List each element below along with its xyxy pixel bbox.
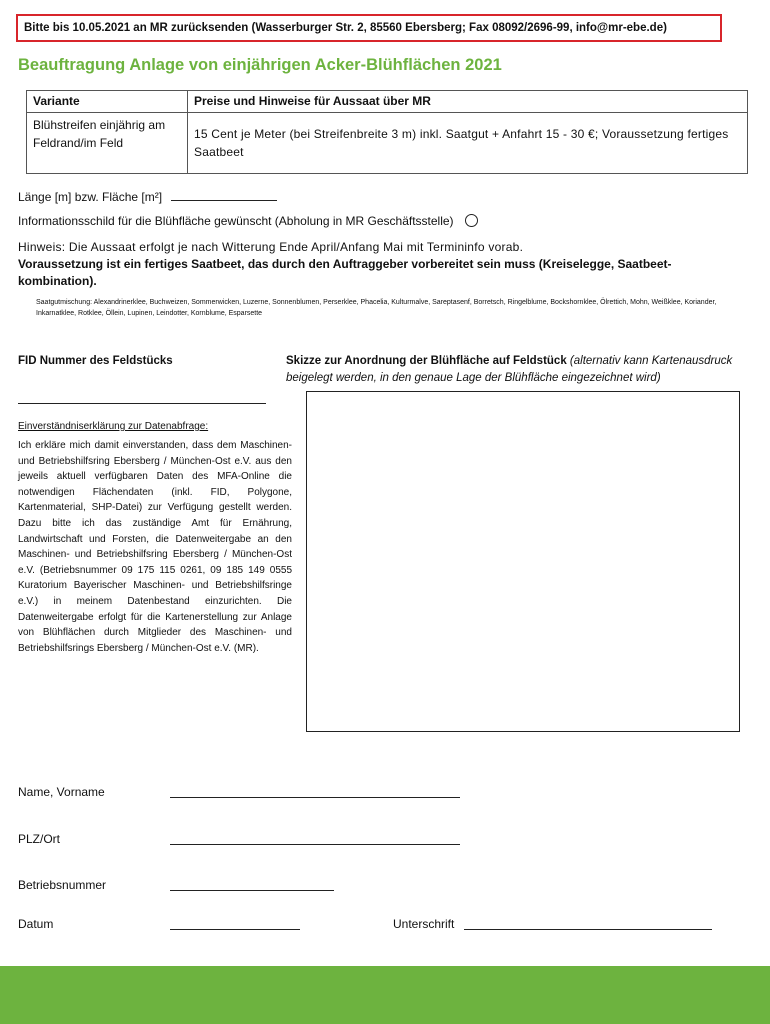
price-description-cell: 15 Cent je Meter (bei Streifenbreite 3 m) inkl. Saatgut + Anfahrt 15 - 30 €; Voraussetzung fertiges Saatbeet bbox=[188, 113, 748, 174]
table-row bbox=[27, 113, 748, 174]
seed-mix-note: Saatgutmischung: Alexandrinerklee, Buchweizen, Sommerwicken, Luzerne, Sonnenblumen, Perserklee, Phacelia, Kulturmalve, Sareptasenf, Borretsch, Ringelblume, Bockshornklee, Ölrettich, Mohn, Weißklee, Koriander, Inkarnatklee, Rotklee, Öllein, Lupinen, Leindotter, Kornblume, Esparsette bbox=[36, 299, 717, 317]
name-input-line[interactable] bbox=[170, 797, 460, 798]
seedbed-requirement: Voraussetzung ist ein fertiges Saatbeet, das durch den Auftraggeber vorbereitet sein muss (Kreiselegge, Saatbeet-kombination). bbox=[18, 257, 672, 288]
sowing-hint: Hinweis: Die Aussaat erfolgt je nach Witterung Ende April/Anfang Mai mit Termininfo vorab. bbox=[18, 240, 524, 254]
info-sign-label: Informationsschild für die Blühfläche gewünscht (Abholung in MR Geschäftsstelle) bbox=[18, 214, 454, 228]
page-title: Beauftragung Anlage von einjährigen Acker-Blühflächen 2021 bbox=[18, 56, 502, 74]
deadline-notice-text: Bitte bis 10.05.2021 an MR zurücksenden (Wasserburger Str. 2, 85560 Ebersberg; Fax 08092/2696-99, info@mr-ebe.de) bbox=[24, 22, 667, 34]
consent-text: Ich erkläre mich damit einverstanden, dass dem Maschinen- und Betriebshilfsring Ebersberg / München-Ost e.V. aus den jeweils aktuell verfügbaren Daten des MFA-Online die notwendigen Flächendaten (inkl. FID, Polygone, Kartenmaterial, SHP-Datei) zur Verfügung gestellt werden. Dazu bitte ich das zuständige Amt für Ernährung, Landwirtschaft und Forsten, die Datenweitergabe an den Maschinen- und Betriebshilfsring Ebersberg / München-Ost e.V. (Betriebsnummer 09 175 115 0261, 09 185 149 0555 Kuratorium Bayerischer Maschinen- und Betriebshilfsringe e.V.) in meinem Datenbestand einzurichten. Die Datenweitergabe erfolgt für die Kartenerstellung zur Anlage von Blühflächen durch Mitglieder des Maschinen- und Betriebshilfsrings Ebersberg / München-Ost e.V. (MR). bbox=[18, 440, 292, 654]
column-header-variant: Variante bbox=[27, 91, 188, 113]
column-header-prices: Preise und Hinweise für Aussaat über MR bbox=[188, 91, 748, 113]
sketch-drawing-area[interactable] bbox=[306, 391, 740, 732]
length-field-row bbox=[18, 190, 277, 204]
city-input-line[interactable] bbox=[170, 844, 460, 845]
farm-number-label: Betriebsnummer bbox=[18, 878, 107, 892]
name-label: Name, Vorname bbox=[18, 785, 105, 799]
signature-label: Unterschrift bbox=[393, 917, 455, 931]
info-sign-radio[interactable] bbox=[465, 214, 478, 227]
date-label: Datum bbox=[18, 917, 54, 931]
sketch-caption bbox=[286, 353, 740, 387]
city-label: PLZ/Ort bbox=[18, 832, 61, 846]
fid-label: FID Nummer des Feldstücks bbox=[18, 355, 173, 367]
price-table bbox=[26, 90, 748, 174]
farm-number-input-line[interactable] bbox=[170, 890, 334, 891]
info-sign-row bbox=[18, 214, 478, 228]
signature-input-line[interactable] bbox=[464, 929, 712, 930]
footer-bar bbox=[0, 966, 770, 1024]
length-input-line[interactable] bbox=[171, 190, 277, 201]
consent-heading: Einverständniserklärung zur Datenabfrage: bbox=[18, 421, 209, 432]
length-label: Länge [m] bzw. Fläche [m²] bbox=[18, 190, 163, 204]
fid-input-line[interactable] bbox=[18, 403, 266, 404]
sketch-heading: Skizze zur Anordnung der Blühfläche auf Feldstück bbox=[286, 355, 567, 367]
deadline-notice bbox=[16, 14, 722, 42]
price-table-header-row bbox=[27, 91, 748, 113]
date-input-line[interactable] bbox=[170, 929, 300, 930]
sketch-note: (alternativ kann Kartenausdruck beigelegt werden, in den genaue Lage der Blühfläche eingezeichnet wird) bbox=[286, 355, 733, 384]
variant-cell: Blühstreifen einjährig am Feldrand/im Feld bbox=[27, 113, 188, 174]
